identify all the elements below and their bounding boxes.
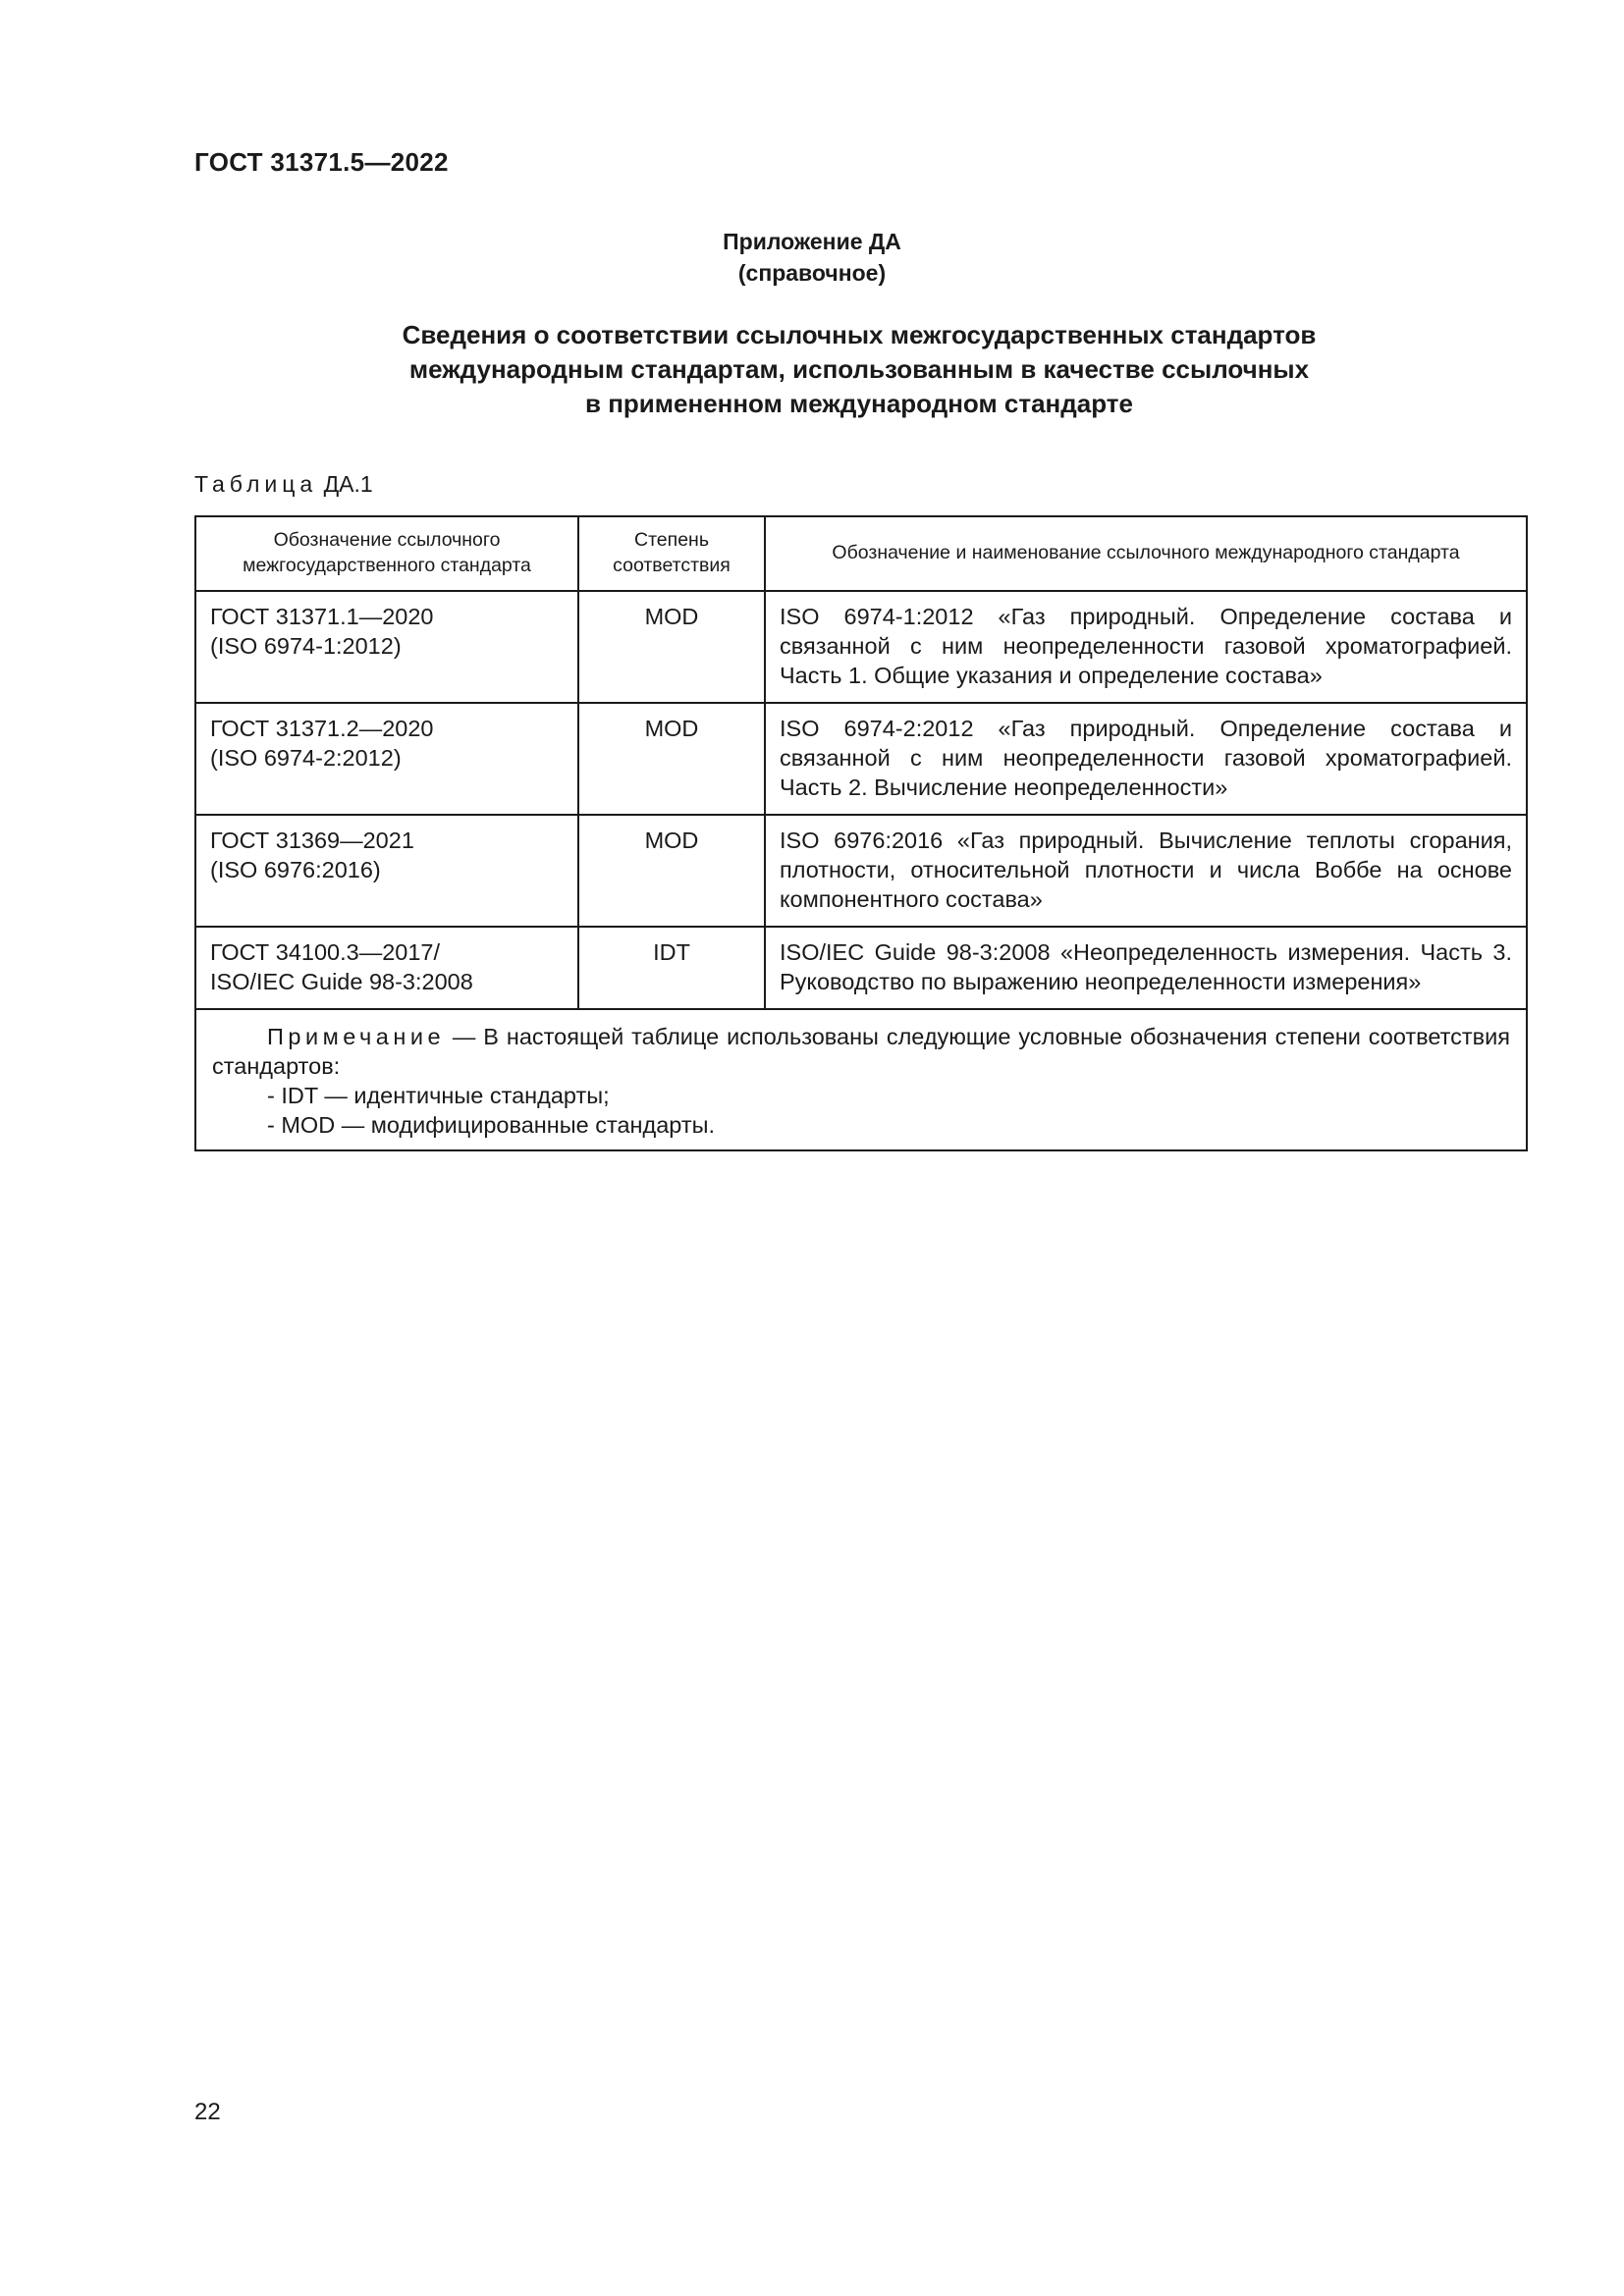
table-row: [195, 591, 1527, 703]
cell-degree: IDT: [578, 927, 765, 1009]
cell-international: ISO/IEC Guide 98-3:2008 «Неопределенность измерения. Часть 3. Руководство по выражению неопределенности измерения»: [765, 927, 1527, 1009]
table-note: [195, 1009, 1527, 1150]
table-note-row: [195, 1009, 1527, 1150]
document-code: ГОСТ 31371.5—2022: [194, 147, 449, 177]
appendix-heading: [0, 226, 1624, 289]
section-title: [245, 318, 1473, 421]
cell-international: ISO 6974-2:2012 «Газ природный. Определение состава и связанной с ним неопределенности газовой хроматографией. Часть 2. Вычисление неопределенности»: [765, 703, 1527, 815]
table-row: [195, 703, 1527, 815]
correspondence-table: [194, 515, 1528, 1151]
note-item-mod: - MOD — модифицированные стандарты.: [267, 1112, 716, 1138]
section-title-line: в примененном международном стандарте: [585, 389, 1133, 418]
table-caption-number: ДА.1: [323, 471, 373, 497]
note-body: — В настоящей таблице использованы следующие условные обозначения степени соответствия стандартов:: [212, 1024, 1510, 1079]
table-row: [195, 815, 1527, 927]
header-degree: Степень соответствия: [578, 516, 765, 591]
section-title-line: Сведения о соответствии ссылочных межгосударственных стандартов: [402, 320, 1317, 349]
cell-gost: ГОСТ 34100.3—2017/ ISO/IEC Guide 98-3:2008: [195, 927, 578, 1009]
table-row: [195, 927, 1527, 1009]
cell-international: ISO 6974-1:2012 «Газ природный. Определение состава и связанной с ним неопределенности газовой хроматографией. Часть 1. Общие указания и определение состава»: [765, 591, 1527, 703]
appendix-subtitle: (справочное): [737, 260, 887, 286]
header-international-standard: Обозначение и наименование ссылочного международного стандарта: [765, 516, 1527, 591]
section-title-line: международным стандартам, использованным в качестве ссылочных: [408, 354, 1310, 384]
table-caption: [194, 471, 373, 498]
note-item-idt: - IDT — идентичные стандарты;: [267, 1083, 610, 1108]
cell-international: ISO 6976:2016 «Газ природный. Вычисление теплоты сгорания, плотности, относительной плотности и числа Воббе на основе компонентного состава»: [765, 815, 1527, 927]
table-caption-word: Таблица: [194, 471, 318, 497]
note-text: [212, 1022, 1510, 1081]
appendix-title: Приложение ДА: [723, 229, 901, 254]
cell-gost: ГОСТ 31371.2—2020 (ISO 6974-2:2012): [195, 703, 578, 815]
cell-gost: ГОСТ 31369—2021 (ISO 6976:2016): [195, 815, 578, 927]
cell-degree: MOD: [578, 591, 765, 703]
cell-gost: ГОСТ 31371.1—2020 (ISO 6974-1:2012): [195, 591, 578, 703]
header-interstate-standard: Обозначение ссылочного межгосударственного стандарта: [195, 516, 578, 591]
cell-degree: MOD: [578, 815, 765, 927]
cell-degree: MOD: [578, 703, 765, 815]
page-number: 22: [194, 2099, 221, 2125]
table-header-row: [195, 516, 1527, 591]
note-label: Примечание: [267, 1024, 446, 1049]
